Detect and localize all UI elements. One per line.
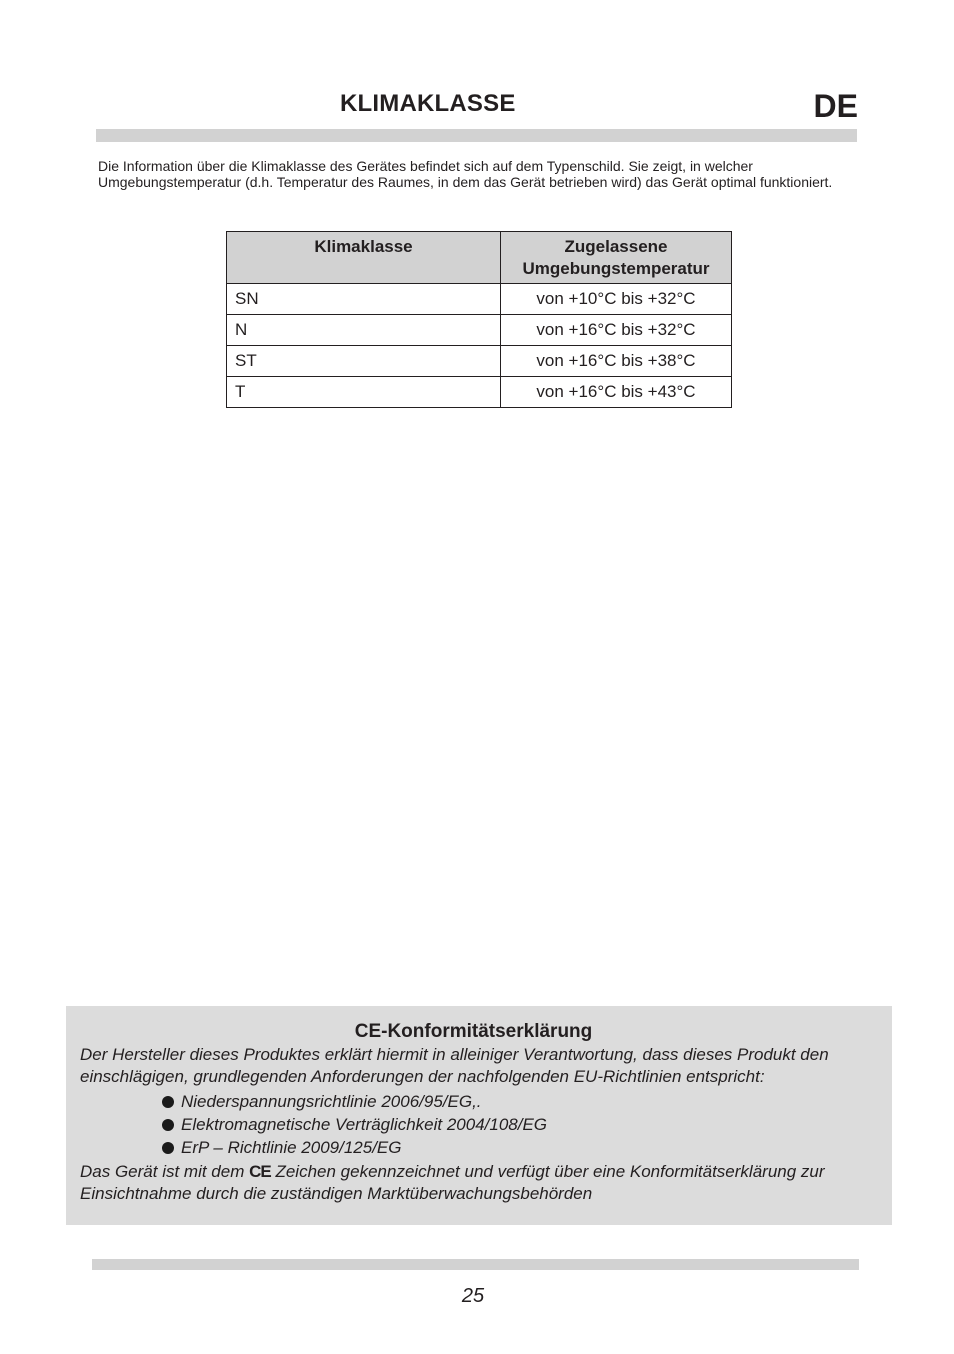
climate-class-cell: N <box>227 315 501 346</box>
temperature-range-cell: von +10°C bis +32°C <box>501 284 732 315</box>
directive-list <box>162 1090 547 1159</box>
bullet-icon <box>162 1142 174 1154</box>
table-row <box>227 284 732 315</box>
directive-text: Elektromagnetische Verträglichkeit 2004/108/EG <box>181 1115 548 1134</box>
closing-text-start: Das Gerät ist mit dem <box>80 1162 245 1181</box>
header-divider <box>96 129 857 142</box>
list-item <box>162 1113 547 1136</box>
table-row <box>227 377 732 408</box>
closing-text-end: Zeichen gekennzeichnet und verfügt über eine Konformitätserklärung zur Einsichtnahme durch die zuständigen Marktüberwachungsbehörden <box>80 1162 825 1203</box>
intro-paragraph: Die Information über die Klimaklasse des Gerätes befindet sich auf dem Typenschild. Sie zeigt, in welcher Umgebungstemperatur (d.h. Temperatur des Raumes, in dem das Gerät betrieben wird) das Gerät optimal funktioniert. <box>98 158 833 190</box>
page-title: KLIMAKLASSE <box>340 90 516 117</box>
table-row <box>227 346 732 377</box>
list-item <box>162 1136 547 1159</box>
language-code: DE <box>813 88 858 124</box>
temperature-range-cell: von +16°C bis +32°C <box>501 315 732 346</box>
ce-declaration-intro: Der Hersteller dieses Produktes erklärt hiermit in alleiniger Verantwortung, dass dieses Produkt den einschlägigen, grundlegenden Anforderungen der nachfolgenden EU-Richtlinien entspricht: <box>80 1045 829 1086</box>
climate-class-cell: T <box>227 377 501 408</box>
footer-divider <box>92 1259 859 1270</box>
list-item <box>162 1090 547 1113</box>
temperature-range-cell: von +16°C bis +38°C <box>501 346 732 377</box>
ce-mark-icon: CE <box>249 1162 271 1181</box>
ce-declaration-closing <box>80 1161 880 1205</box>
directive-text: ErP – Richtlinie 2009/125/EG <box>181 1138 402 1157</box>
directive-text: Niederspannungsrichtlinie 2006/95/EG,. <box>181 1092 482 1111</box>
column-header-temperature: Zugelassene Umgebungstemperatur <box>501 232 732 284</box>
table-header-row <box>227 232 732 284</box>
climate-class-cell: SN <box>227 284 501 315</box>
bullet-icon <box>162 1096 174 1108</box>
temperature-range-cell: von +16°C bis +43°C <box>501 377 732 408</box>
page-number: 25 <box>461 1285 485 1307</box>
column-header-klimaklasse: Klimaklasse <box>227 232 501 284</box>
ce-declaration-title: CE-Konformitätserklärung <box>354 1021 593 1042</box>
bullet-icon <box>162 1119 174 1131</box>
climate-class-table <box>226 231 732 408</box>
table-row <box>227 315 732 346</box>
ce-declaration-box <box>66 1006 892 1225</box>
climate-class-cell: ST <box>227 346 501 377</box>
